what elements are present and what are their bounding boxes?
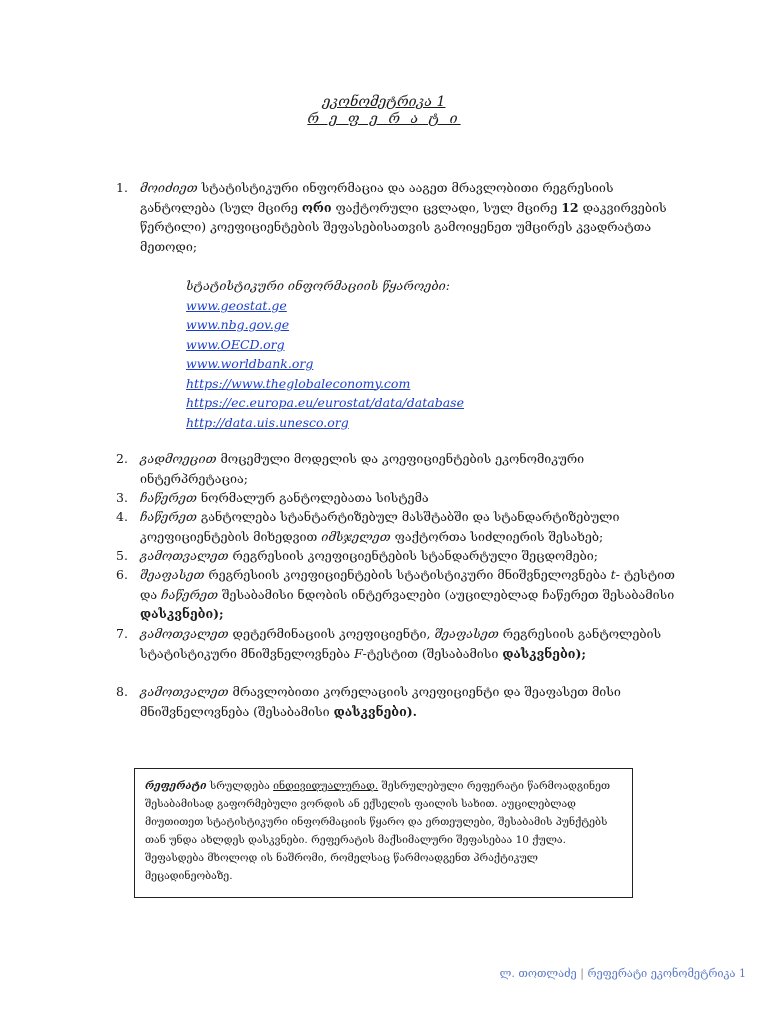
item-number: 4. (116, 509, 128, 524)
text-run: რეგრესიის კოეფიციენტების სტატისტიკური მნიშვნელოვნება (204, 567, 611, 582)
item-text (140, 449, 678, 488)
list-item (118, 449, 678, 488)
italic-text: გამოთვალეთ (140, 548, 229, 563)
italic-text: იმსჯელეთ (321, 528, 391, 544)
italic-text: შეაფასეთ (434, 626, 499, 641)
list-item (118, 624, 678, 663)
item-text (140, 488, 678, 508)
item-number: 2. (116, 451, 128, 466)
item-number: 1. (116, 180, 128, 195)
emphasis-text: ორი (301, 199, 332, 215)
italic-text: ჩაწერეთ (140, 509, 197, 524)
text-run: ფაქტორული ცვლადი, სულ მცირე (331, 199, 562, 215)
text-run: ფაქტორთა სიძლიერის შესახებ; (390, 528, 604, 544)
list-item (118, 507, 678, 546)
text-run: - ტესტით და (140, 567, 675, 602)
footer-separator: | (580, 967, 584, 980)
emphasis-text: დასკვნები); (502, 645, 586, 661)
italic-text: ჩაწერეთ (161, 586, 219, 602)
note-lead: რეფერატი (145, 780, 207, 792)
item-number: 7. (116, 626, 128, 641)
emphasis-text: დასკვნები). (333, 703, 418, 719)
italic-text: F (353, 645, 363, 661)
italic-text: გამოთვალეთ (140, 684, 229, 699)
italic-text: გადმოეცით (140, 451, 217, 466)
text-run: -ტესტით (შესაბამისი (362, 645, 503, 661)
italic-text: ჩაწერეთ (140, 490, 197, 505)
note-mid: სრულდება (206, 780, 274, 792)
italic-text: მოიძიეთ (140, 180, 198, 195)
item-number: 6. (116, 567, 128, 582)
page-footer (500, 967, 746, 980)
emphasis-text: დასკვნები); (140, 606, 224, 621)
italic-text: შეაფასეთ (140, 567, 205, 582)
italic-text: გამოთვალეთ (140, 626, 229, 641)
source-link[interactable]: http://data.uis.unesco.org (186, 414, 349, 430)
footer-title: რეფერატი ეკონომეტრიკა 1 (587, 967, 746, 980)
text-run: განტოლება სტანტარტიზებულ მასშტაბში და სტანდარტიზებული კოეფიციენტების მიხედვით (140, 509, 620, 544)
text-run: რეგრესიის განტოლების სტატისტიკური მნიშვნელოვნება (140, 626, 662, 661)
list-item (118, 178, 678, 256)
sources-heading: სტატისტიკური ინფორმაციის წყაროები: (186, 278, 450, 293)
source-link[interactable]: www.geostat.ge (186, 297, 287, 313)
item-text (140, 178, 678, 256)
text-run: მრავლობითი კორელაციის კოეფიციენტი და შეაფასეთ მისი მნიშვნელოვნება (შესაბამისი (140, 684, 621, 719)
note-text: შესრულებული რეფერატი წარმოადგინეთ შესაბამისად გაფორმებული ვორდის ან ექსელის ფაილის სახით. აუცილებლად მიუთითეთ სტატისტიკური ინფორმაციის წყარო და ერთეულები, შესაბამის პუნქტებს თან უნდა ახლდეს დასკვნები. რეფერატის მაქსიმალური შეფასებაა 10 ქულა. შეფასდება მხოლოდ ის ნაშრომი, რომელსაც წარმოადგენთ პრაქტიკულ მეცადინეობაზე. (145, 780, 611, 882)
text-run: მოცემული მოდელის და კოეფიციენტების ეკონომიკური ინტერპრეტაცია; (140, 451, 585, 486)
list-item (118, 546, 678, 566)
item-text (140, 624, 678, 663)
text-run: შესაბამისი ნდობის ინტერვალები (აუცილებლად ჩაწერეთ შესაბამისი (218, 586, 675, 602)
document-type-title: რ ე ფ ე რ ა ტ ი (307, 111, 461, 127)
item-text (140, 565, 678, 624)
source-link[interactable]: www.OECD.org (186, 336, 285, 352)
item-text (140, 507, 678, 546)
text-run: ნორმალურ განტოლებათა სისტემა (196, 490, 429, 505)
instructions-box (134, 768, 633, 898)
sources-block (186, 276, 464, 432)
list-item (118, 565, 678, 624)
list-item (118, 488, 678, 508)
item-number: 3. (116, 490, 128, 505)
italic-text: t (610, 567, 616, 582)
text-run: რეგრესიის კოეფიციენტების სტანდარტული შეცდომები; (228, 548, 598, 563)
source-link[interactable]: www.worldbank.org (186, 356, 314, 371)
list-item (118, 682, 678, 721)
text-run: სტატისტიკური ინფორმაცია და ააგეთ მრავლობითი რეგრესიის განტოლება (სულ მცირე (140, 180, 614, 215)
item-text (140, 546, 678, 566)
item-text (140, 682, 678, 721)
source-link[interactable]: https://www.theglobaleconomy.com (186, 375, 411, 391)
text-run: დეტერმინაციის კოეფიციენტი, (228, 626, 435, 641)
emphasis-text: 12 (561, 199, 579, 215)
item-number: 8. (116, 684, 128, 699)
source-link[interactable]: https://ec.europa.eu/eurostat/data/database (186, 395, 464, 410)
course-title: ეკონომეტრიკა 1 (322, 94, 446, 110)
text-run: დაკვირვების წერტილი) კოეფიციენტების შეფასებისათვის გამოიყენეთ უმცირეს კვადრატთა მეთოდი; (140, 199, 667, 254)
source-link[interactable]: www.nbg.gov.ge (186, 317, 290, 332)
item-number: 5. (116, 548, 128, 563)
footer-author: ლ. თოთლაძე (499, 967, 577, 980)
note-underlined: ინდივიდუალურად. (273, 780, 379, 792)
